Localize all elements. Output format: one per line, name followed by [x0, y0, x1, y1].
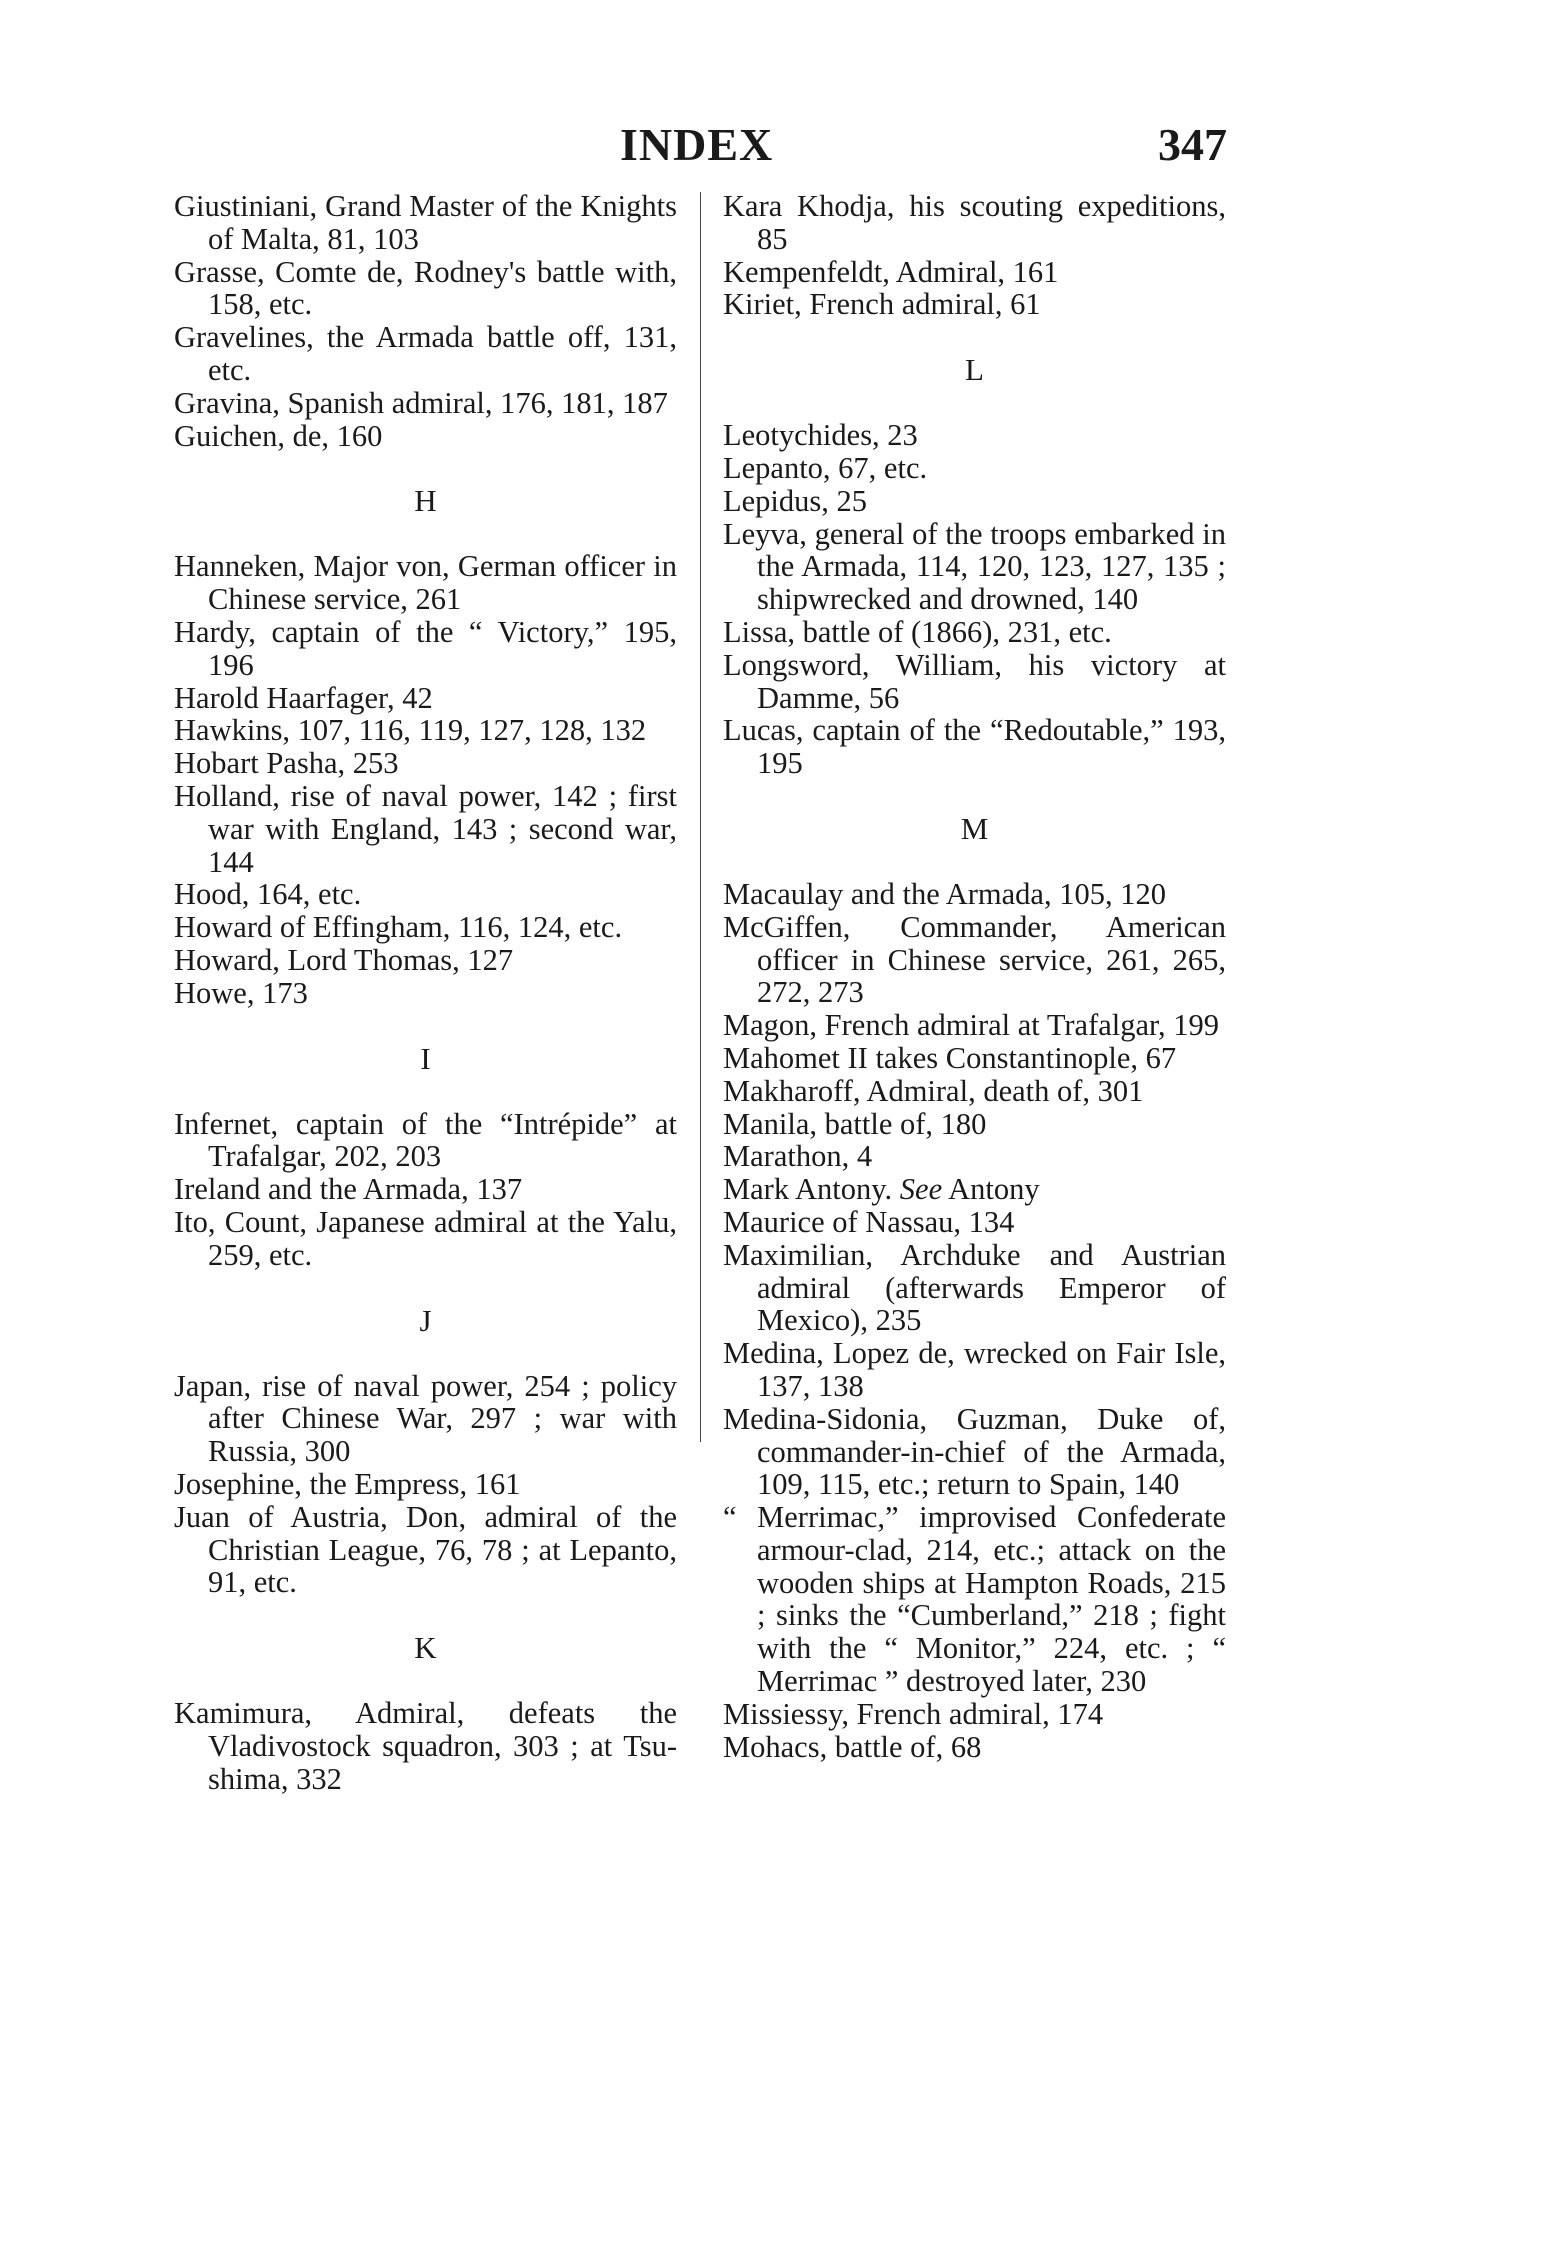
index-entry: Harold Haarfager, 42: [174, 680, 433, 715]
index-entry: Leyva, general of the troops embarked in the Armada, 114, 120, 123, 127, 135 ; shipwrecked and drowned, 140: [723, 516, 1226, 617]
index-entry: Hawkins, 107, 116, 119, 127, 128, 132: [174, 713, 647, 748]
index-entry: Marathon, 4: [723, 1139, 873, 1174]
index-entry: Kiriet, French admiral, 61: [723, 287, 1041, 322]
left-column: [174, 190, 677, 1795]
see-reference: See: [899, 1172, 943, 1207]
index-entry: Ireland and the Armada, 137: [174, 1172, 523, 1207]
index-entry: Longsword, William, his victory at Damme, 56: [723, 647, 1226, 715]
index-entry: Hood, 164, etc.: [174, 877, 362, 912]
index-entry: Hardy, captain of the “ Victory,” 195, 196: [174, 614, 677, 682]
letter-heading-h: H: [414, 483, 437, 519]
running-title: INDEX: [620, 119, 774, 170]
entry-list-m-a: [723, 878, 1226, 1173]
index-entry: McGiffen, Commander, American officer in Chinese service, 261, 265, 272, 273: [723, 909, 1226, 1010]
letter-heading-m: M: [960, 810, 989, 846]
entry-list-k-left: [174, 1697, 677, 1795]
index-entry: Giustiniani, Grand Master of the Knights of Malta, 81, 103: [174, 189, 677, 256]
page-number: 347: [1158, 119, 1227, 170]
letter-heading-j: J: [419, 1302, 432, 1338]
index-entry: Hanneken, Major von, German officer in Chinese service, 261: [174, 549, 677, 617]
index-entry: Japan, rise of naval power, 254 ; policy after Chinese War, 297 ; war with Russia, 300: [174, 1368, 677, 1469]
index-entry: Kara Khodja, his scouting expeditions, 85: [723, 189, 1226, 256]
index-entry: Infernet, captain of the “Intrépide” at Trafalgar, 202, 203: [174, 1106, 677, 1174]
index-entry: Maurice of Nassau, 134: [723, 1204, 1015, 1239]
index-entry: Josephine, the Empress, 161: [174, 1466, 521, 1501]
letter-heading-l: L: [965, 352, 984, 388]
index-entry: Macaulay and the Armada, 105, 120: [723, 876, 1166, 911]
index-entry: Gravelines, the Armada battle off, 131, etc.: [174, 320, 677, 387]
index-entry: Guichen, de, 160: [174, 418, 383, 453]
index-entry: Lepanto, 67, etc.: [723, 450, 928, 485]
index-entry: Howard of Effingham, 116, 124, etc.: [174, 910, 623, 945]
index-entry: Manila, battle of, 180: [723, 1106, 987, 1141]
entry-term: Mark Antony.: [723, 1172, 893, 1207]
right-column: [723, 190, 1226, 1763]
index-entry: Howe, 173: [174, 975, 308, 1010]
index-entry: Grasse, Comte de, Rodney's battle with, 158, etc.: [174, 254, 677, 322]
index-entry: “ Merrimac,” improvised Confederate armour-clad, 214, etc.; attack on the wooden ships at Hampton Roads, 215 ; sinks the “Cumberland,” 218 ; fight with the “ Monitor,” 224, etc. ; “ Merrimac ” destroyed later, 230: [723, 1500, 1226, 1699]
index-entry: Maximilian, Archduke and Austrian admiral (afterwards Emperor of Mexico), 235: [723, 1237, 1226, 1338]
index-entry: Howard, Lord Thomas, 127: [174, 942, 514, 977]
index-entry: Medina-Sidonia, Guzman, Duke of, commander-in-chief of the Armada, 109, 115, etc.; return to Spain, 140: [723, 1401, 1226, 1502]
index-entry: Medina, Lopez de, wrecked on Fair Isle, 137, 138: [723, 1336, 1226, 1403]
index-entry: Ito, Count, Japanese admiral at the Yalu, 259, etc.: [174, 1204, 677, 1272]
letter-heading-k: K: [414, 1630, 437, 1666]
entry-list-l: [723, 419, 1226, 780]
page-header: [0, 118, 1541, 178]
entry-list-k-right: [723, 190, 1226, 321]
index-entry: Kamimura, Admiral, defeats the Vladivostock squadron, 303 ; at Tsu-shima, 332: [174, 1696, 677, 1796]
index-entry: Juan of Austria, Don, admiral of the Christian League, 76, 78 ; at Lepanto, 91, etc.: [174, 1499, 677, 1600]
index-entry: Missiessy, French admiral, 174: [723, 1696, 1104, 1731]
index-entry: Leotychides, 23: [723, 418, 918, 453]
column-divider: [700, 192, 701, 1442]
entry-list-i: [174, 1108, 677, 1272]
index-entry: Hobart Pasha, 253: [174, 746, 399, 781]
index-entry: Mohacs, battle of, 68: [723, 1729, 982, 1764]
index-entry: Gravina, Spanish admiral, 176, 181, 187: [174, 385, 668, 420]
index-entry: Mahomet II takes Constantinople, 67: [723, 1040, 1177, 1075]
index-entry: Lepidus, 25: [723, 483, 868, 518]
index-entry: Holland, rise of naval power, 142 ; first war with England, 143 ; second war, 144: [174, 778, 677, 879]
entry-list-g: [174, 190, 677, 452]
cross-reference-target: Antony: [948, 1172, 1040, 1207]
index-entry: Kempenfeldt, Admiral, 161: [723, 254, 1059, 289]
index-entry-mark-antony: [723, 1173, 1226, 1206]
entry-list-m-b: [723, 1206, 1226, 1764]
entry-list-h: [174, 550, 677, 1009]
index-entry: Lucas, captain of the “Redoutable,” 193, 195: [723, 713, 1226, 781]
index-entry: Lissa, battle of (1866), 231, etc.: [723, 614, 1112, 649]
index-entry: Magon, French admiral at Trafalgar, 199: [723, 1008, 1219, 1043]
letter-heading-i: I: [420, 1040, 431, 1076]
index-entry: Makharoff, Admiral, death of, 301: [723, 1073, 1144, 1108]
entry-list-j: [174, 1370, 677, 1600]
